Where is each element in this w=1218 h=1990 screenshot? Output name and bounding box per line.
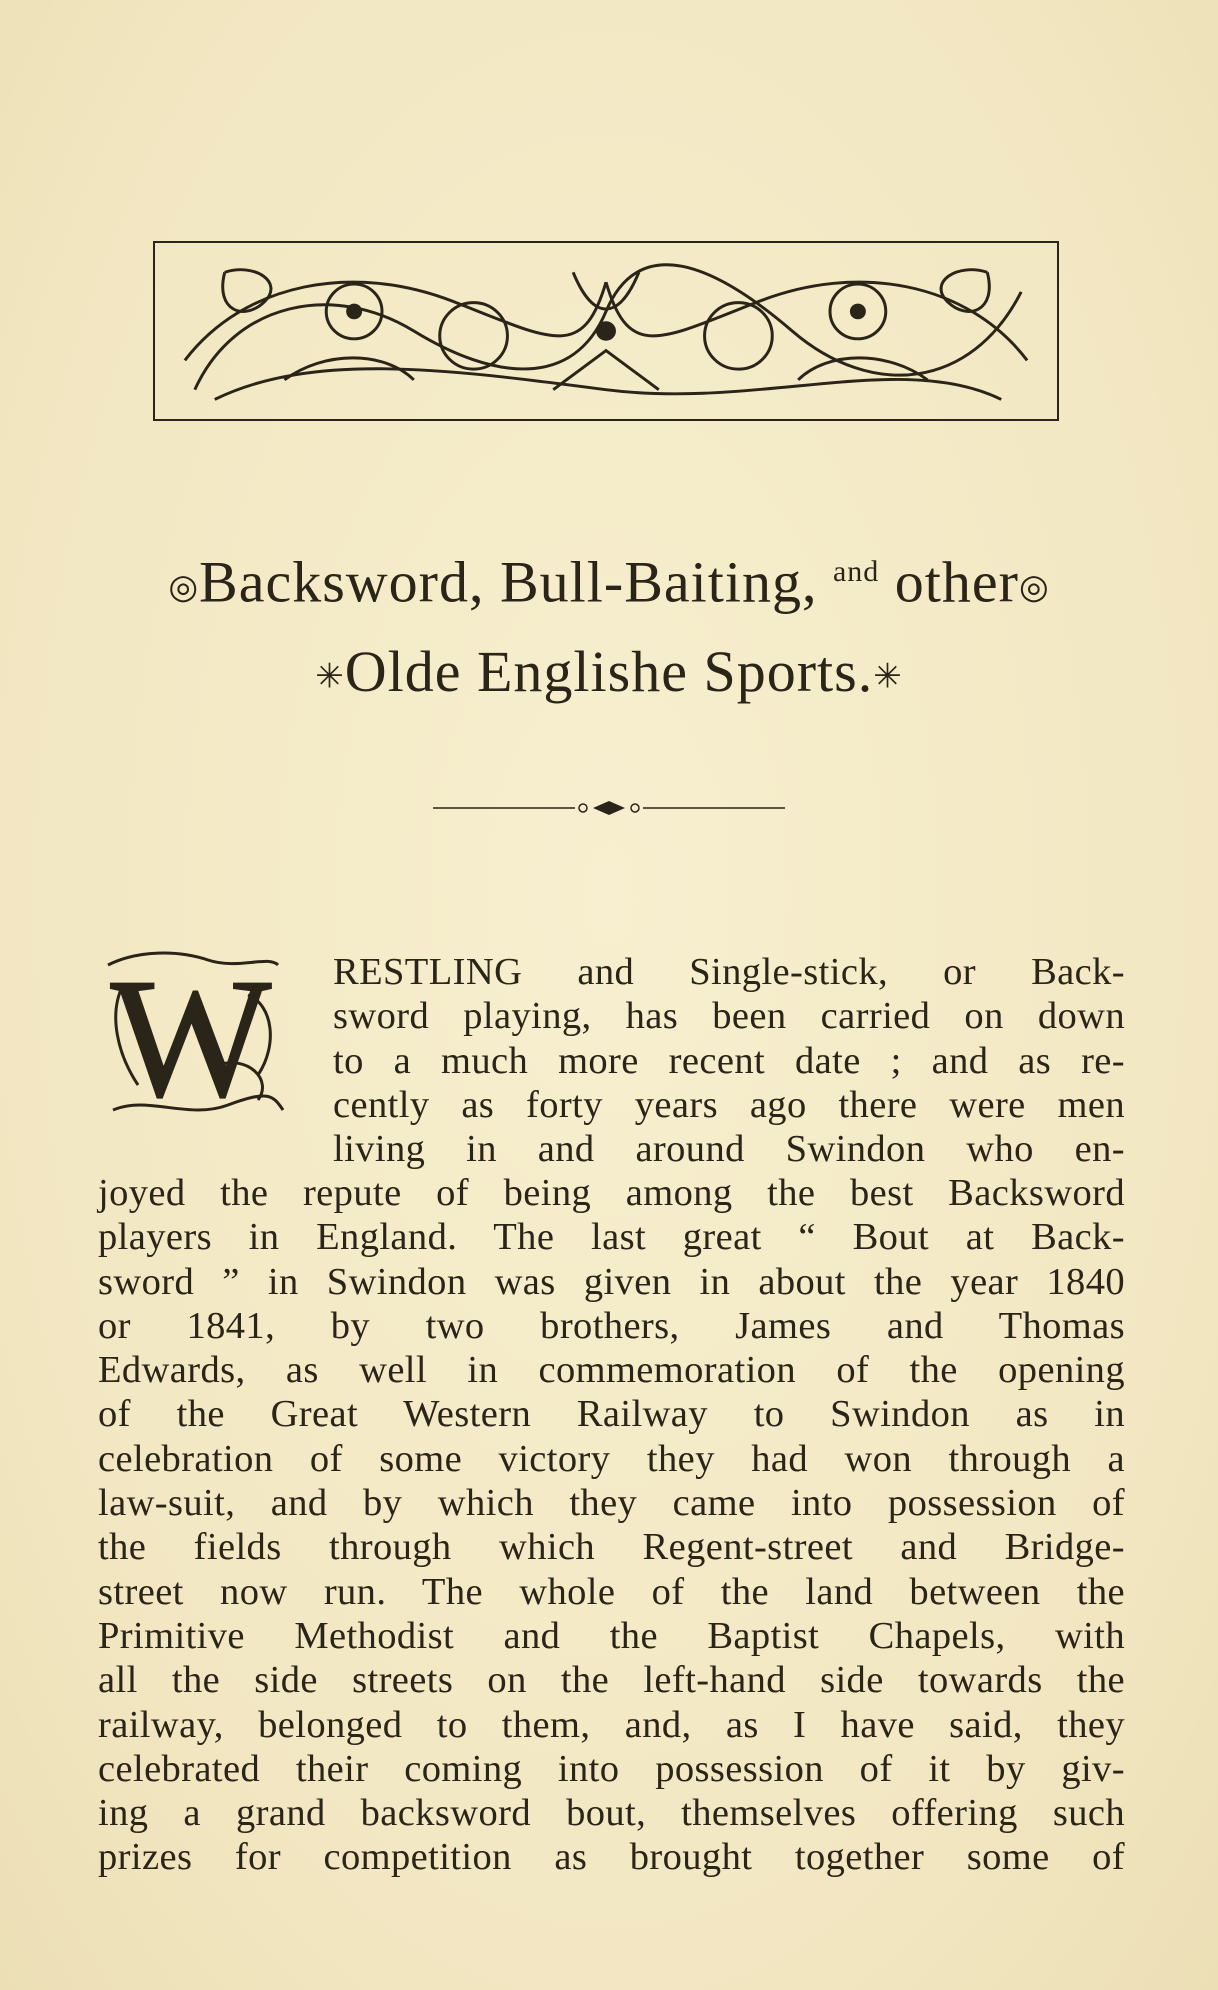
title-part-1: Backsword, Bull-Baiting,: [199, 549, 818, 615]
chapter-title: [60, 530, 1158, 720]
title-part-3: Olde: [344, 639, 462, 705]
drop-cap: [98, 945, 284, 1125]
text-line: street now run. The whole of the land between the: [98, 1570, 1125, 1613]
text-line: ing a grand backsword bout, themselves offering such: [98, 1792, 1125, 1835]
rosette-icon: ◎: [1018, 569, 1050, 607]
title-line-2: [60, 630, 1158, 720]
text-line: players in England. The last great “ Bout at Back-: [98, 1216, 1125, 1259]
section-divider: [433, 798, 785, 818]
decorated-w-initial-icon: [98, 945, 284, 1125]
text-line: of the Great Western Railway to Swindon as in: [98, 1393, 1125, 1436]
title-part-5: Sports.: [703, 639, 874, 705]
text-line: celebrated their coming into possession of it by giv-: [98, 1747, 1125, 1790]
text-line: cently as forty years ago there were men: [333, 1083, 1125, 1126]
text-line: joyed the repute of being among the best Backsword: [98, 1172, 1125, 1214]
text-line: all the side streets on the left-hand side towards the: [98, 1659, 1125, 1702]
text-line: sword ” in Swindon was given in about the year 1840: [98, 1260, 1125, 1303]
text-line: celebration of some victory they had won through a: [98, 1437, 1125, 1480]
text-line: Edwards, as well in commemoration of the opening: [98, 1349, 1125, 1392]
rosette-icon: ◎: [168, 569, 200, 607]
title-part-4: Englishe: [477, 639, 688, 705]
text-line: sword playing, has been carried on down: [333, 995, 1125, 1038]
title-and-mark: and: [832, 555, 880, 588]
divider-ornament-icon: [433, 798, 785, 818]
title-line-1: [60, 530, 1158, 630]
text-line: railway, belonged to them, and, as I have said, they: [98, 1703, 1125, 1746]
asterisk-icon: ✳: [315, 658, 345, 696]
text-line: living in and around Swindon who en-: [333, 1128, 1125, 1171]
paragraph-body: [98, 1171, 1125, 1880]
text-line: or 1841, by two brothers, James and Thomas: [98, 1304, 1125, 1347]
text-line: the fields through which Regent-street and Bridge-: [98, 1526, 1125, 1569]
paragraph-opening: [333, 950, 1125, 1171]
text-line: law-suit, and by which they came into possession of: [98, 1482, 1125, 1525]
text-line: RESTLING and Single-stick, or Back-: [333, 951, 1125, 993]
asterisk-icon: ✳: [873, 658, 903, 696]
text-line: Primitive Methodist and the Baptist Chapels, with: [98, 1614, 1125, 1657]
dropcap-letter: W: [110, 945, 272, 1125]
title-part-2: other: [894, 549, 1019, 615]
scrollwork-ornament-icon: [155, 243, 1057, 419]
ornamental-headpiece: [153, 241, 1059, 421]
text-line: prizes for competition as brought together some of: [98, 1836, 1125, 1879]
text-line: to a much more recent date ; and as re-: [333, 1039, 1125, 1082]
